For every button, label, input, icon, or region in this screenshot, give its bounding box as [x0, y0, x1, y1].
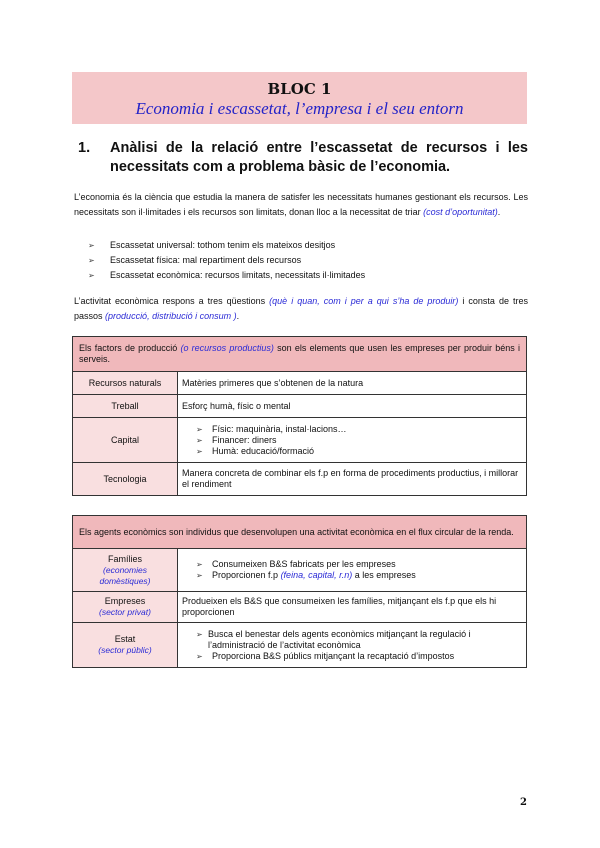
factor-label: Recursos naturals: [73, 372, 178, 395]
bloc-title: BLOC 1: [267, 80, 332, 98]
list-item-text: Humà: educació/formació: [212, 445, 315, 456]
table-row: [73, 592, 527, 623]
table-row: [73, 623, 527, 668]
list-item: [196, 435, 522, 446]
factor-label: Tecnologia: [73, 463, 178, 496]
list-item: [196, 424, 522, 435]
list-item: [196, 446, 522, 457]
table-row: [73, 337, 527, 372]
table-row: [73, 463, 527, 496]
list-item: [88, 268, 365, 283]
section-heading: [74, 139, 528, 177]
agents-header: Els agents econòmics son individus que desenvolupen una activitat econòmica en el flux circular de la renda.: [73, 516, 527, 549]
list-item-text: Financer: diners: [212, 434, 277, 445]
list-item: [88, 238, 365, 253]
list-item-text: Escassetat universal: tothom tenim els mateixos desitjos: [110, 240, 336, 250]
factors-header: [73, 337, 527, 372]
list-item: [88, 253, 365, 268]
arrow-bullet-icon: ➢: [88, 271, 95, 280]
table-row: [73, 418, 527, 463]
intro-end: .: [497, 207, 501, 217]
table-row: [73, 372, 527, 395]
list-item: [196, 651, 522, 662]
bloc-subtitle: Economia i escassetat, l’empresa i el seu entorn: [135, 99, 464, 118]
agent-items: [178, 549, 527, 592]
activity-end: .: [236, 311, 240, 321]
list-item-text: Busca el benestar dels agents econòmics mitjançant la regulació i l’administració de l’activitat econòmica: [208, 628, 471, 650]
arrow-bullet-icon: ➢: [196, 446, 203, 456]
arrow-bullet-icon: ➢: [196, 560, 203, 569]
factors-head-text: Els factors de producció: [79, 343, 178, 353]
intro-text: L’economia és la ciència que estudia la manera de satisfer les necessitats humanes gestionant els recursos. Les necessitats son il·limitades i els recursos son limitats, donan lloc a la necessitat de triar: [74, 192, 528, 217]
agent-name: Estat: [114, 634, 136, 644]
list-item-text-2: a les empreses: [354, 570, 416, 580]
list-item: [196, 570, 522, 581]
factor-desc: Manera concreta de combinar els f.p en forma de procediments productius, i millorar el rendiment: [178, 463, 527, 496]
activity-paragraph: [74, 294, 528, 324]
factor-label: Capital: [73, 418, 178, 463]
scarcity-list: [88, 238, 365, 283]
activity-text-2: i consta de tres passos: [74, 296, 528, 321]
factors-table: [72, 336, 527, 496]
arrow-bullet-icon: ➢: [196, 651, 203, 661]
arrow-bullet-icon: ➢: [88, 256, 95, 265]
factors-head-highlight: (o recursos productius): [180, 343, 274, 353]
agent-label: [73, 549, 178, 592]
arrow-bullet-icon: ➢: [196, 424, 203, 434]
agent-sector: (sector privat): [99, 607, 151, 617]
intro-paragraph: [74, 190, 528, 220]
agent-items: [178, 623, 527, 668]
arrow-bullet-icon: ➢: [196, 435, 203, 445]
list-item-text: Consumeixen B&S fabricats per les empreses: [212, 559, 396, 569]
agent-name: Famílies: [107, 553, 142, 564]
agent-sector: (sector públic): [98, 645, 152, 655]
agent-label: [73, 623, 178, 668]
agent-name: Empreses: [104, 596, 146, 606]
agents-table: [72, 515, 527, 668]
factor-items: [178, 418, 527, 463]
bloc-banner: [72, 72, 527, 124]
page-number: 2: [520, 797, 527, 808]
list-item-text: Escassetat econòmica: recursos limitats, necessitats il·limitades: [110, 270, 366, 280]
table-row: [73, 395, 527, 418]
list-item-text: Físic: maquinària, instal·lacions…: [212, 423, 347, 434]
factor-label: Treball: [73, 395, 178, 418]
arrow-bullet-icon: ➢: [196, 571, 203, 580]
list-item: [196, 559, 522, 570]
agent-label: [73, 592, 178, 623]
arrow-bullet-icon: ➢: [88, 241, 95, 250]
activity-highlight-2: (producció, distribució i consum ): [105, 311, 237, 321]
list-item-text: Proporciona B&S públics mitjançant la recaptació d’impostos: [212, 650, 455, 661]
agent-desc: Produeixen els B&S que consumeixen les famílies, mitjançant els f.p que els hi proporcionen: [178, 592, 527, 623]
section-number: 1.: [78, 140, 91, 156]
section-title: Anàlisi de la relació entre l’escassetat de recursos i les necessitats com a problema bàsic de l’economia.: [110, 140, 528, 175]
intro-highlight: (cost d’oportunitat): [423, 207, 498, 217]
list-item: [196, 629, 522, 651]
arrow-bullet-icon: ➢: [196, 629, 203, 639]
factor-desc: Esforç humà, físic o mental: [178, 395, 527, 418]
table-row: [73, 516, 527, 549]
activity-text-1: L’activitat econòmica respons a tres qüestions: [74, 296, 266, 306]
table-row: [73, 549, 527, 592]
list-item-text: Escassetat física: mal repartiment dels recursos: [110, 255, 302, 265]
list-item-highlight: (feina, capital, r.n): [280, 570, 353, 580]
factor-desc: Matèries primeres que s’obtenen de la natura: [178, 372, 527, 395]
factors-head-text-2: son els elements que usen les empreses per produir béns i serveis.: [79, 343, 520, 364]
agent-sector: (economies domèstiques): [99, 564, 151, 586]
activity-highlight-1: (què i quan, com i per a qui s’ha de produir): [269, 296, 459, 306]
list-item-text: Proporcionen f.p: [212, 570, 279, 580]
